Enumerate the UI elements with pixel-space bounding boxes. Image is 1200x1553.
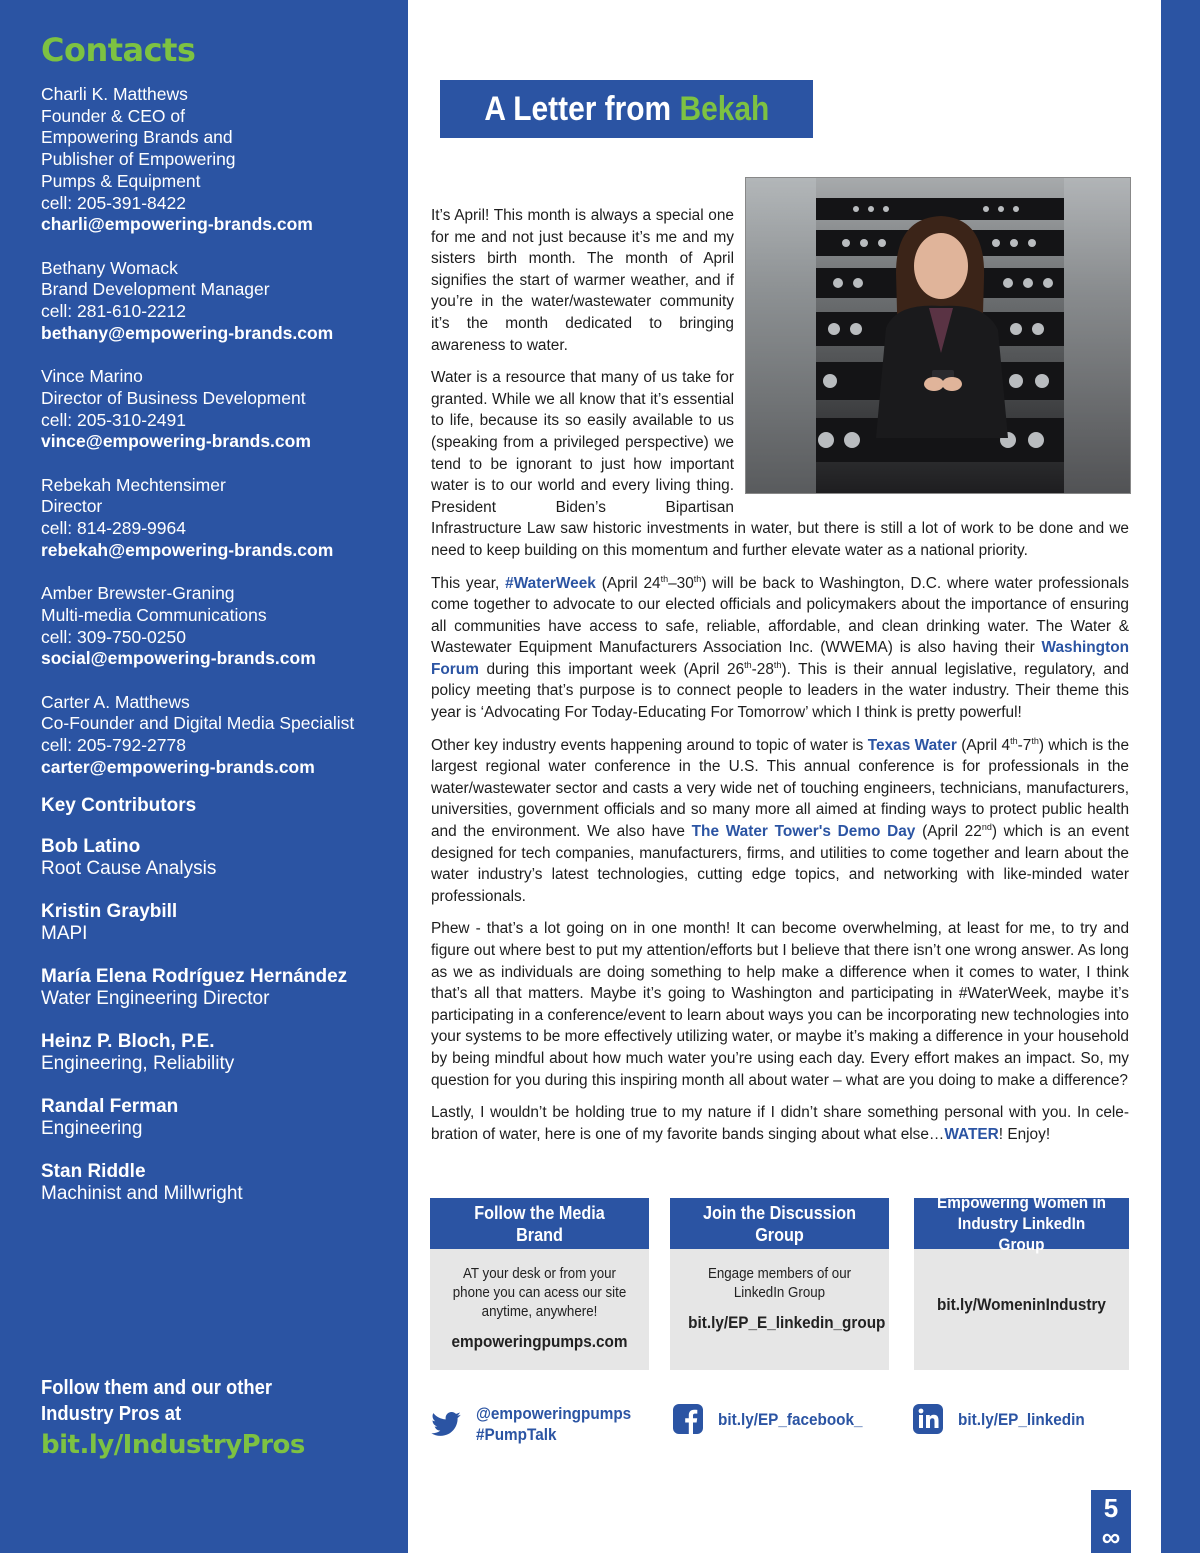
text-run: -7: [1017, 736, 1032, 754]
letter-paragraph-part: Infrastructure Law saw historic investments in water, but there is still a lot of work to be done and we need to keep building on this momentum and further elevate water as a national priority.: [431, 520, 1129, 559]
text-run: (April 4: [956, 736, 1011, 754]
contact-phone: cell: 309-750-0250: [41, 626, 186, 647]
waterweek-link[interactable]: #WaterWeek: [505, 574, 596, 592]
infinity-icon: ∞: [1101, 1522, 1121, 1552]
text-run: Other key industry events happening around to topic of water is: [431, 736, 868, 754]
key-contributors-title: Key Contributors: [41, 795, 197, 817]
contact-line: Rebekah Mechtensimer: [41, 474, 226, 495]
contact-phone: cell: 205-310-2491: [41, 409, 186, 430]
letter-title-prefix: A Letter from: [484, 90, 680, 128]
contributor-name: Randal Ferman: [41, 1096, 179, 1118]
right-edge-stripe: [1161, 0, 1200, 1553]
contributor-role: Engineering: [41, 1118, 143, 1140]
box-title-text: Join the Discussion Group: [702, 1202, 857, 1245]
contact-line: Director: [41, 496, 103, 517]
box-title-text: Empowering Women in Industry LinkedIn Group: [937, 1193, 1106, 1254]
text-run: ). This is their annual legislative, regulatory, and policy meeting that’s purpose is to connect people to leaders in the water industry. Their theme this year is ‘Advocating For Today-Educating For Tomorrow’ which I think is pretty powerful!: [431, 660, 1129, 722]
contributor-item: [41, 1161, 388, 1205]
contact-phone: cell: 814-289-9964: [41, 518, 186, 539]
contact-bethany: [41, 258, 388, 345]
facebook-link[interactable]: bit.ly/EP_facebook_: [718, 1409, 863, 1429]
discussion-group-box: [670, 1198, 889, 1370]
washington-forum-link[interactable]: Washington Forum: [431, 639, 1129, 678]
text-run: Lastly, I wouldn’t be holding true to my nature if I didn’t share something personal with you. In celebration of water, here is one of my favorite bands singing about what else…: [431, 1104, 1129, 1143]
text-run: ) which is the largest regional water conference in the U.S. This annual conference is for professionals in the water/wastewater sector and casts a very wide net of touching engineers, technicians, manufacturers, universities, government officials and so many more all aimed at finding ways to protect public health and the environment. We also have: [431, 736, 1130, 841]
contributor-role: MAPI: [41, 923, 88, 945]
letter-body: [431, 205, 1129, 1156]
twitter-text: [476, 1403, 648, 1445]
contact-line: Publisher of Empowering: [41, 149, 236, 170]
water-song-link[interactable]: WATER: [944, 1125, 999, 1143]
contact-line: Amber Brewster-Graning: [41, 583, 235, 604]
contact-email[interactable]: rebekah@empowering-brands.com: [41, 539, 334, 560]
box-title: [430, 1198, 649, 1249]
page-number-tab: [1091, 1490, 1131, 1553]
contributor-name: Bob Latino: [41, 836, 141, 858]
contact-line: Multi-media Communications: [41, 604, 267, 625]
contributor-name: María Elena Rodríguez Hernández: [41, 966, 348, 988]
superscript: th: [660, 573, 669, 584]
text-run: This year,: [431, 574, 506, 592]
contact-email[interactable]: charli@empowering-brands.com: [41, 214, 313, 235]
contact-line: Carter A. Matthews: [41, 691, 190, 712]
contributor-role: Water Engineering Director: [41, 988, 270, 1010]
letter-paragraph-part: Water is a resource that many of us take for granted. While we all know that it’s essential to life, because its so easily available to us (speaking from a privileged perspective) we tend to be ignorant to just how important water is to our world and every living thing. President Biden’s Bipartisan: [431, 369, 734, 516]
contact-line: Pumps & Equipment: [41, 170, 201, 191]
superscript: th: [1031, 735, 1039, 746]
contact-email[interactable]: vince@empowering-brands.com: [41, 431, 311, 452]
box-body: [914, 1249, 1129, 1314]
contact-line: Charli K. Matthews: [41, 84, 188, 104]
contact-carter: [41, 692, 388, 779]
contributor-item: [41, 1031, 388, 1075]
contact-phone: cell: 205-391-8422: [41, 192, 186, 213]
contributor-role: Root Cause Analysis: [41, 858, 217, 880]
follow-industry-pros-text: Follow them and our other Industry Pros at: [41, 1377, 273, 1425]
text-run: –30: [668, 574, 694, 592]
women-in-industry-box: [914, 1193, 1129, 1370]
contact-line: Vince Marino: [41, 366, 143, 387]
box-description: Engage members of our LinkedIn Group: [707, 1266, 852, 1301]
contributor-name: Stan Riddle: [41, 1161, 146, 1183]
box-link[interactable]: bit.ly/WomeninIndustry: [937, 1295, 1106, 1314]
superscript: th: [1010, 735, 1018, 746]
page-number: 5: [1103, 1493, 1119, 1523]
demo-day-link[interactable]: The Water Tower's Demo Day: [691, 823, 916, 841]
twitter-icon: [430, 1408, 462, 1440]
contact-charli: [41, 84, 388, 236]
facebook-text: [718, 1409, 879, 1430]
letter-paragraph: [431, 573, 1129, 724]
box-link[interactable]: empoweringpumps.com: [451, 1332, 628, 1351]
contributor-role: Engineering, Reliability: [41, 1053, 235, 1075]
letter-paragraph: It’s April! This month is always a special one for me and not just because it’s me and my sisters birth month. The month of April signifies the start of warmer weather, and if you’re in the water/wastewater community it’s the month dedicated to bringing awareness to water.: [431, 207, 734, 354]
contact-line: Brand Development Manager: [41, 279, 270, 300]
facebook-social[interactable]: [672, 1403, 879, 1435]
linkedin-icon: [912, 1403, 944, 1435]
box-title: [914, 1193, 1129, 1254]
superscript: nd: [981, 821, 992, 832]
text-run: ) will be back to Washington, D.C. where water professionals come together to advocate to our elected officials and policymakers about the importance of ensuring all communities have access to safe, reliable, affordable, and clean drinking water. The Water & Wastewater Equipment Manufacturers Association Inc. (WWEMA) is also having their: [431, 574, 1129, 657]
contact-amber: [41, 583, 388, 670]
twitter-handle[interactable]: @empoweringpumps: [476, 1404, 632, 1423]
twitter-social[interactable]: [430, 1403, 648, 1445]
contact-line: Director of Business Development: [41, 387, 306, 408]
contact-rebekah: [41, 475, 388, 562]
text-run: (April 24: [595, 574, 661, 592]
contact-line: Co-Founder and Digital Media Specialist: [41, 713, 355, 734]
contacts-sidebar: [0, 0, 408, 1553]
industry-pros-link[interactable]: bit.ly/IndustryPros: [41, 1430, 305, 1460]
box-body: [670, 1249, 889, 1332]
contact-vince: [41, 366, 388, 453]
box-title: [670, 1198, 889, 1249]
linkedin-link[interactable]: bit.ly/EP_linkedin: [958, 1409, 1085, 1429]
contact-line: Bethany Womack: [41, 257, 178, 278]
contributor-role: Machinist and Millwright: [41, 1183, 243, 1205]
texas-water-link[interactable]: Texas Water: [867, 736, 957, 754]
contacts-heading: Contacts: [41, 31, 196, 69]
contact-line: Founder & CEO of: [41, 105, 185, 126]
text-run: (April 22: [915, 823, 982, 841]
text-run: ! Enjoy!: [998, 1125, 1051, 1143]
contact-email[interactable]: carter@empowering-brands.com: [41, 756, 315, 777]
twitter-hashtag[interactable]: #PumpTalk: [476, 1425, 557, 1444]
contributor-item: [41, 901, 388, 945]
linkedin-text: [958, 1409, 1099, 1430]
box-body: [430, 1249, 649, 1351]
contact-line: Empowering Brands and: [41, 127, 233, 148]
contributor-name: Kristin Graybill: [41, 901, 178, 923]
contributor-name: Heinz P. Bloch, P.E.: [41, 1031, 215, 1053]
letter-paragraph: [431, 1102, 1129, 1145]
box-description: AT your desk or from your phone you can acess our site anytime, anywhere!: [452, 1266, 627, 1320]
superscript: th: [744, 659, 752, 670]
text-run: -28: [751, 660, 774, 678]
follow-media-brand-box: [430, 1198, 649, 1370]
letter-paragraph: [431, 735, 1129, 908]
contact-phone: cell: 281-610-2212: [41, 301, 186, 322]
box-title-text: Follow the Media Brand: [474, 1202, 605, 1245]
linkedin-social[interactable]: [912, 1403, 1099, 1435]
text-run: ) which is an event designed for tech companies, manufacturers, firms, and utilities to come together and learn about the water industry’s latest technologies, cutting edge topics, and networking with like-minded water professionals.: [431, 823, 1129, 905]
facebook-icon: [672, 1403, 704, 1435]
letter-title: [440, 80, 813, 138]
contact-phone: cell: 205-792-2778: [41, 735, 186, 756]
superscript: th: [693, 573, 702, 584]
contributor-item: [41, 1096, 388, 1140]
contributor-item: [41, 966, 388, 1010]
letter-paragraph: Phew - that’s a lot going on in one month! It can become overwhelming, at least for me, to try and figure out where best to put my attention/efforts but I believe that there isn’t one wrong answer. As long as we as individuals are doing something to help make a difference when it comes to water, I think that’s all that matters. Maybe it’s going to Washington and participating in #WaterWeek, maybe it’s participating in a conference/event to learn about ways you can be incorporating new technologies into your systems to be more effectively utilizing water, or maybe it’s making a difference in your household by being mindful about how much water you’re using each day. Every effort makes an impact. So, my question for you during this inspiring month all about water – what are you doing to make a difference?: [431, 920, 1129, 1089]
text-run: during this important week (April 26: [478, 660, 745, 678]
contributor-item: [41, 836, 388, 880]
letter-paragraph: [431, 367, 1129, 561]
contact-email[interactable]: bethany@empowering-brands.com: [41, 322, 334, 343]
box-link[interactable]: bit.ly/EP_E_linkedin_group: [688, 1313, 886, 1332]
superscript: th: [773, 659, 782, 670]
contact-email[interactable]: social@empowering-brands.com: [41, 648, 316, 669]
letter-title-name: Bekah: [679, 90, 769, 128]
